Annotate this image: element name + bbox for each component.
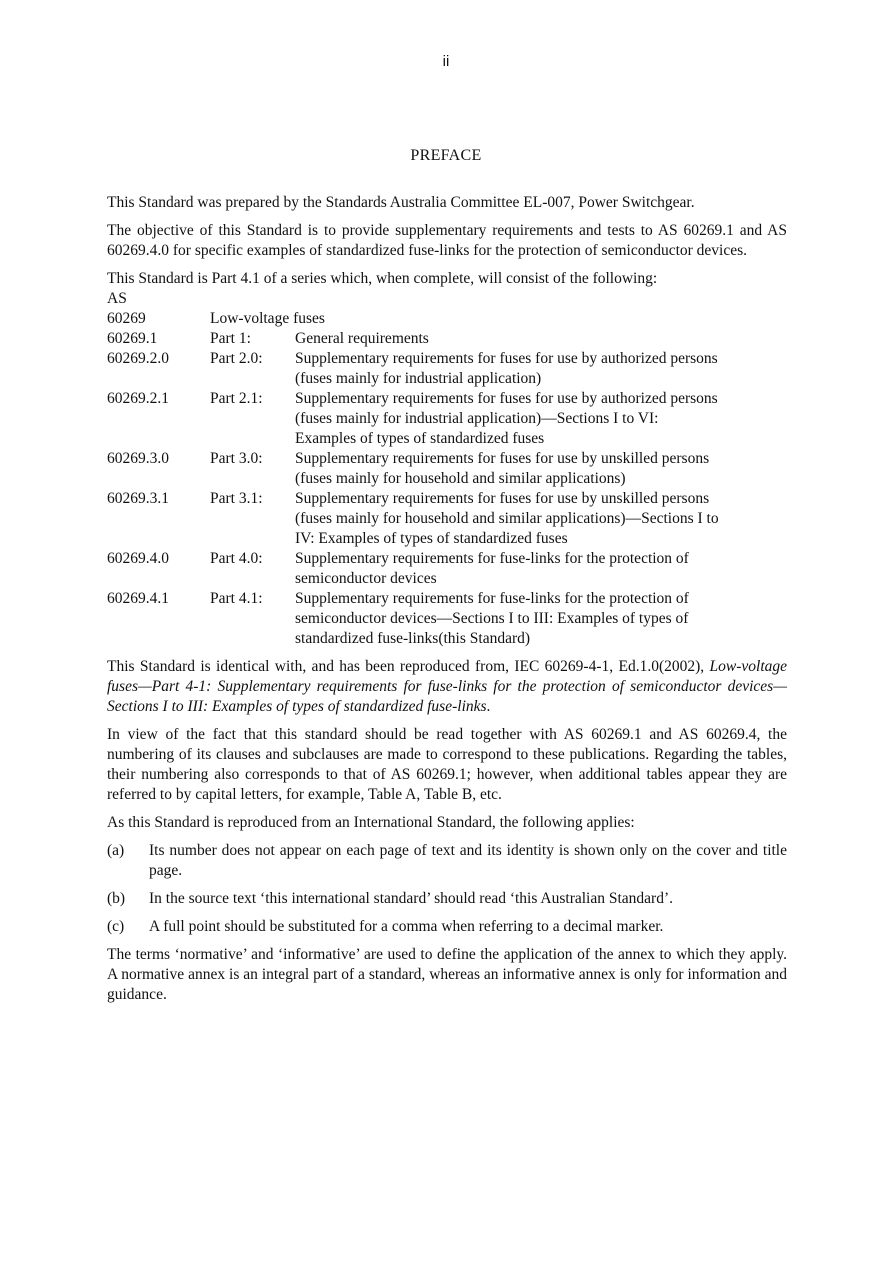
list-label: (a) bbox=[107, 842, 125, 859]
description-line: Supplementary requirements for fuse-links for the protection of bbox=[295, 590, 689, 607]
description-line: Supplementary requirements for fuses for use by authorized persons bbox=[295, 350, 718, 367]
list-item bbox=[107, 841, 787, 881]
series-number: 60269.3.0 bbox=[107, 450, 169, 467]
list-text: A full point should be substituted for a comma when referring to a decimal marker. bbox=[149, 918, 664, 935]
numbering-paragraph: In view of the fact that this standard should be read together with AS 60269.1 and AS 60269.4, the numbering of its clauses and subclauses are made to correspond to these publications. Regarding the tables, their numbering also corresponds to that of AS 60269.1; however, when additional tables appear they are referred to by capital letters, for example, Table A, Table B, etc. bbox=[107, 726, 787, 803]
description-line: Supplementary requirements for fuses for use by authorized persons bbox=[295, 390, 718, 407]
list-label: (c) bbox=[107, 918, 125, 935]
series-part: Part 4.0: bbox=[210, 550, 263, 567]
series-row bbox=[107, 349, 787, 389]
series-title: Low-voltage fuses bbox=[210, 310, 325, 327]
description-line: (fuses mainly for industrial application)—Sections I to VI: bbox=[295, 410, 659, 427]
description-line: Examples of types of standardized fuses bbox=[295, 430, 545, 447]
description-line: Supplementary requirements for fuse-links for the protection of bbox=[295, 550, 689, 567]
series-row bbox=[107, 549, 787, 589]
page-number: ii bbox=[442, 53, 450, 70]
series-number: 60269 bbox=[107, 310, 146, 327]
series-number: 60269.2.1 bbox=[107, 390, 169, 407]
series-part: Part 3.1: bbox=[210, 490, 263, 507]
series-part: Part 1: bbox=[210, 330, 251, 347]
description-line: (fuses mainly for household and similar applications)—Sections I to bbox=[295, 510, 719, 527]
series-row bbox=[107, 329, 787, 349]
preface-body bbox=[107, 193, 787, 1013]
description-line: semiconductor devices bbox=[295, 570, 437, 587]
series-number: 60269.1 bbox=[107, 330, 158, 347]
series-number: 60269.4.1 bbox=[107, 590, 169, 607]
series-as-label: AS bbox=[107, 290, 127, 307]
series-row bbox=[107, 389, 787, 449]
applies-intro-paragraph: As this Standard is reproduced from an International Standard, the following applies: bbox=[107, 814, 635, 831]
identity-end: . bbox=[486, 698, 491, 715]
description-line: standardized fuse-links(this Standard) bbox=[295, 630, 531, 647]
list-label: (b) bbox=[107, 890, 126, 907]
series-row bbox=[107, 589, 787, 649]
series-row bbox=[107, 449, 787, 489]
description-line: Supplementary requirements for fuses for use by unskilled persons bbox=[295, 450, 710, 467]
series-description bbox=[295, 349, 787, 389]
series-description bbox=[295, 329, 787, 349]
series-description bbox=[295, 389, 787, 449]
series-description bbox=[295, 449, 787, 489]
list-item bbox=[107, 889, 787, 909]
identity-text: This Standard is identical with, and has been reproduced from, IEC 60269-4-1, Ed.1.0(2002), bbox=[107, 658, 705, 675]
series-number: 60269.2.0 bbox=[107, 350, 169, 367]
series-part: Part 2.0: bbox=[210, 350, 263, 367]
page-title: PREFACE bbox=[410, 147, 482, 164]
series-description bbox=[295, 549, 787, 589]
description-line: Supplementary requirements for fuses for use by unskilled persons bbox=[295, 490, 710, 507]
list-item bbox=[107, 917, 787, 937]
description-line: General requirements bbox=[295, 330, 429, 347]
series-part: Part 2.1: bbox=[210, 390, 263, 407]
series-description bbox=[295, 489, 787, 549]
series-header-row bbox=[107, 289, 787, 309]
series-part: Part 4.1: bbox=[210, 590, 263, 607]
list-text: In the source text ‘this international standard’ should read ‘this Australian Standard’. bbox=[149, 890, 673, 907]
description-line: (fuses mainly for industrial application) bbox=[295, 370, 542, 387]
series-row bbox=[107, 309, 787, 329]
description-line: (fuses mainly for household and similar applications) bbox=[295, 470, 626, 487]
description-line: IV: Examples of types of standardized fuses bbox=[295, 530, 568, 547]
series-intro-paragraph: This Standard is Part 4.1 of a series which, when complete, will consist of the following: bbox=[107, 270, 658, 287]
series-description bbox=[295, 589, 787, 649]
annex-terms-paragraph: The terms ‘normative’ and ‘informative’ are used to define the application of the annex to which they apply. A normative annex is an integral part of a standard, whereas an informative annex is only for information and guidance. bbox=[107, 946, 787, 1003]
series-part: Part 3.0: bbox=[210, 450, 263, 467]
series-number: 60269.4.0 bbox=[107, 550, 169, 567]
identity-paragraph bbox=[107, 657, 787, 717]
series-row bbox=[107, 489, 787, 549]
iec-title: Low-voltage fuses—Part 4-1: Supplementary requirements for fuse-links for the protection of semiconductor devices—Sections I to III: Examples of types of standardized fuse-links bbox=[107, 658, 788, 715]
preparation-paragraph: This Standard was prepared by the Standards Australia Committee EL-007, Power Switchgear. bbox=[107, 194, 695, 211]
list-text: Its number does not appear on each page of text and its identity is shown only on the cover and title page. bbox=[149, 842, 787, 879]
series-list bbox=[107, 289, 787, 649]
description-line: semiconductor devices—Sections I to III: Examples of types of bbox=[295, 610, 689, 627]
series-number: 60269.3.1 bbox=[107, 490, 169, 507]
objective-paragraph: The objective of this Standard is to provide supplementary requirements and tests to AS 60269.1 and AS 60269.4.0 for specific examples of standardized fuse-links for the protection of semiconductor devices. bbox=[107, 222, 787, 259]
